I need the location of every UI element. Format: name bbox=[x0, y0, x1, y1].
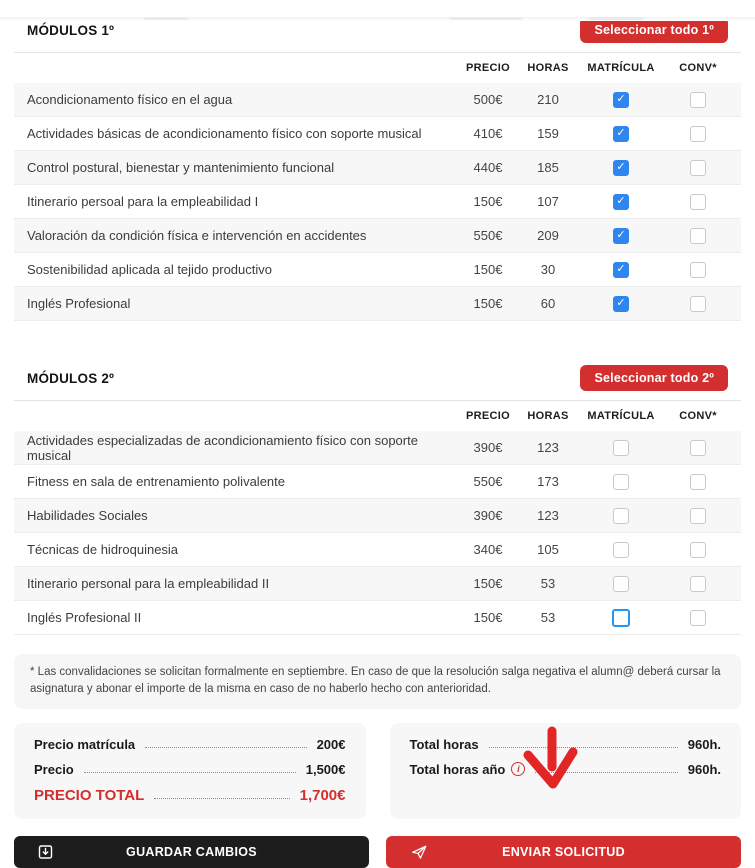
module-price: 150€ bbox=[473, 262, 503, 277]
module-price: 550€ bbox=[473, 228, 503, 243]
table-row bbox=[14, 185, 741, 219]
module-price: 340€ bbox=[473, 542, 503, 557]
module-hours: 159 bbox=[537, 126, 559, 141]
matricula-checkbox[interactable] bbox=[613, 160, 629, 176]
total-label: Total horas año bbox=[409, 761, 506, 777]
total-row-horas-ano bbox=[410, 762, 722, 777]
module-price: 440€ bbox=[473, 160, 503, 175]
module-price: 150€ bbox=[473, 296, 503, 311]
module-name: Acondicionamento físico en el agua bbox=[27, 92, 233, 107]
module-price: 150€ bbox=[473, 194, 503, 209]
table-row bbox=[14, 567, 741, 601]
module-name: Técnicas de hidroquinesia bbox=[27, 542, 179, 557]
module-price: 390€ bbox=[473, 440, 503, 455]
module-hours: 123 bbox=[537, 440, 559, 455]
save-changes-button[interactable] bbox=[14, 836, 369, 868]
module-name: Itinerario persoal para la empleabilidad I bbox=[27, 194, 259, 209]
hours-totals-box bbox=[390, 723, 742, 819]
conv-checkbox[interactable] bbox=[690, 262, 706, 278]
conv-checkbox[interactable] bbox=[690, 440, 706, 456]
save-icon bbox=[38, 844, 53, 859]
conv-checkbox[interactable] bbox=[690, 92, 706, 108]
matricula-checkbox[interactable] bbox=[613, 440, 629, 456]
module-name: Control postural, bienestar y mantenimiento funcional bbox=[27, 160, 335, 175]
column-header-precio: PRECIO bbox=[466, 410, 510, 422]
total-value: 960h. bbox=[687, 761, 721, 777]
matricula-checkbox[interactable] bbox=[613, 576, 629, 592]
module-hours: 123 bbox=[537, 508, 559, 523]
table-row bbox=[14, 499, 741, 533]
dotted-leader bbox=[154, 798, 289, 799]
table-row bbox=[14, 465, 741, 499]
totals-area bbox=[14, 723, 741, 819]
module-name: Inglés Profesional II bbox=[27, 610, 142, 625]
dotted-leader bbox=[145, 747, 306, 748]
dotted-leader bbox=[489, 747, 678, 748]
module-hours: 173 bbox=[537, 474, 559, 489]
modules-section-2 bbox=[14, 365, 741, 635]
module-hours: 53 bbox=[540, 576, 556, 591]
conv-checkbox[interactable] bbox=[690, 508, 706, 524]
matricula-checkbox[interactable] bbox=[613, 474, 629, 490]
matricula-checkbox[interactable] bbox=[613, 542, 629, 558]
table-row bbox=[14, 601, 741, 635]
dotted-leader bbox=[84, 772, 296, 773]
conv-checkbox[interactable] bbox=[690, 542, 706, 558]
conv-checkbox[interactable] bbox=[690, 160, 706, 176]
module-hours: 30 bbox=[540, 262, 556, 277]
modules-section-1 bbox=[14, 17, 741, 321]
total-value: 1,700€ bbox=[299, 786, 346, 804]
matricula-checkbox[interactable] bbox=[613, 194, 629, 210]
conv-checkbox[interactable] bbox=[690, 228, 706, 244]
table-row bbox=[14, 533, 741, 567]
cutoff-top-elements bbox=[0, 17, 755, 21]
section-title: MÓDULOS 1º bbox=[27, 22, 115, 38]
send-request-button[interactable] bbox=[386, 836, 741, 868]
table-row bbox=[14, 151, 741, 185]
total-value: 200€ bbox=[316, 736, 346, 752]
conv-checkbox[interactable] bbox=[690, 474, 706, 490]
total-label: Total horas bbox=[409, 736, 479, 752]
column-header-conv: CONV* bbox=[679, 62, 717, 74]
module-name: Inglés Profesional bbox=[27, 296, 131, 311]
module-hours: 210 bbox=[537, 92, 559, 107]
matricula-checkbox[interactable] bbox=[612, 609, 630, 627]
total-row-precio bbox=[34, 762, 346, 777]
section-title: MÓDULOS 2º bbox=[27, 370, 115, 386]
table-header bbox=[14, 400, 741, 431]
conv-checkbox[interactable] bbox=[690, 296, 706, 312]
total-label: Precio matrícula bbox=[34, 736, 136, 752]
table-row bbox=[14, 431, 741, 465]
module-hours: 209 bbox=[537, 228, 559, 243]
module-name: Actividades especializadas de acondicionamiento físico con soporte musical bbox=[27, 432, 418, 463]
module-price: 150€ bbox=[473, 576, 503, 591]
send-request-label: ENVIAR SOLICITUD bbox=[502, 844, 625, 859]
table-row bbox=[14, 83, 741, 117]
module-price: 410€ bbox=[473, 126, 503, 141]
total-value: 960h. bbox=[687, 736, 721, 752]
matricula-checkbox[interactable] bbox=[613, 262, 629, 278]
table-row bbox=[14, 287, 741, 321]
total-row-precio-matricula bbox=[34, 737, 346, 752]
module-name: Actividades básicas de acondicionamento físico con soporte musical bbox=[27, 126, 422, 141]
module-hours: 185 bbox=[537, 160, 559, 175]
conv-checkbox[interactable] bbox=[690, 610, 706, 626]
total-label: Precio bbox=[34, 761, 74, 777]
module-hours: 53 bbox=[540, 610, 556, 625]
matricula-checkbox[interactable] bbox=[613, 92, 629, 108]
module-hours: 105 bbox=[537, 542, 559, 557]
module-name: Sostenibilidad aplicada al tejido productivo bbox=[27, 262, 272, 277]
dotted-leader bbox=[535, 772, 677, 773]
matricula-checkbox[interactable] bbox=[613, 296, 629, 312]
column-header-matricula: MATRÍCULA bbox=[587, 410, 655, 422]
total-row-horas bbox=[410, 737, 722, 752]
send-icon bbox=[410, 843, 428, 861]
column-header-horas: HORAS bbox=[527, 410, 569, 422]
column-header-horas: HORAS bbox=[527, 62, 569, 74]
column-header-matricula: MATRÍCULA bbox=[587, 62, 655, 74]
module-name: Fitness en sala de entrenamiento polivalente bbox=[27, 474, 285, 489]
module-price: 500€ bbox=[473, 92, 503, 107]
total-value: 1,500€ bbox=[305, 761, 346, 777]
module-hours: 60 bbox=[540, 296, 556, 311]
convalidaciones-footnote: * Las convalidaciones se solicitan formalmente en septiembre. En caso de que la resolución salga negativa el alumn@ deberá cursar la asignatura y abonar el importe de la misma en caso de no haberlo hecho con anterioridad. bbox=[14, 654, 741, 709]
conv-checkbox[interactable] bbox=[690, 126, 706, 142]
matricula-checkbox[interactable] bbox=[613, 508, 629, 524]
price-totals-box bbox=[14, 723, 366, 819]
module-name: Habilidades Sociales bbox=[27, 508, 148, 523]
table-header bbox=[14, 52, 741, 83]
actions-bar bbox=[14, 836, 741, 868]
table-row bbox=[14, 219, 741, 253]
total-row-precio-total bbox=[34, 787, 346, 804]
matricula-checkbox[interactable] bbox=[613, 126, 629, 142]
module-name: Valoración da condición física e intervención en accidentes bbox=[27, 228, 367, 243]
conv-checkbox[interactable] bbox=[690, 194, 706, 210]
conv-checkbox[interactable] bbox=[690, 576, 706, 592]
module-price: 390€ bbox=[473, 508, 503, 523]
matricula-checkbox[interactable] bbox=[613, 228, 629, 244]
module-name: Itinerario personal para la empleabilidad II bbox=[27, 576, 270, 591]
select-all-1-button[interactable]: Seleccionar todo 1º bbox=[580, 17, 728, 43]
module-price: 550€ bbox=[473, 474, 503, 489]
module-price: 150€ bbox=[473, 610, 503, 625]
column-header-precio: PRECIO bbox=[466, 62, 510, 74]
select-all-2-button[interactable]: Seleccionar todo 2º bbox=[580, 365, 728, 391]
info-icon[interactable]: i bbox=[511, 762, 525, 776]
table-row bbox=[14, 117, 741, 151]
save-changes-label: GUARDAR CAMBIOS bbox=[126, 844, 257, 859]
module-hours: 107 bbox=[537, 194, 559, 209]
enrollment-page bbox=[0, 17, 755, 859]
column-header-conv: CONV* bbox=[679, 410, 717, 422]
total-label: PRECIO TOTAL bbox=[34, 786, 145, 804]
table-row bbox=[14, 253, 741, 287]
